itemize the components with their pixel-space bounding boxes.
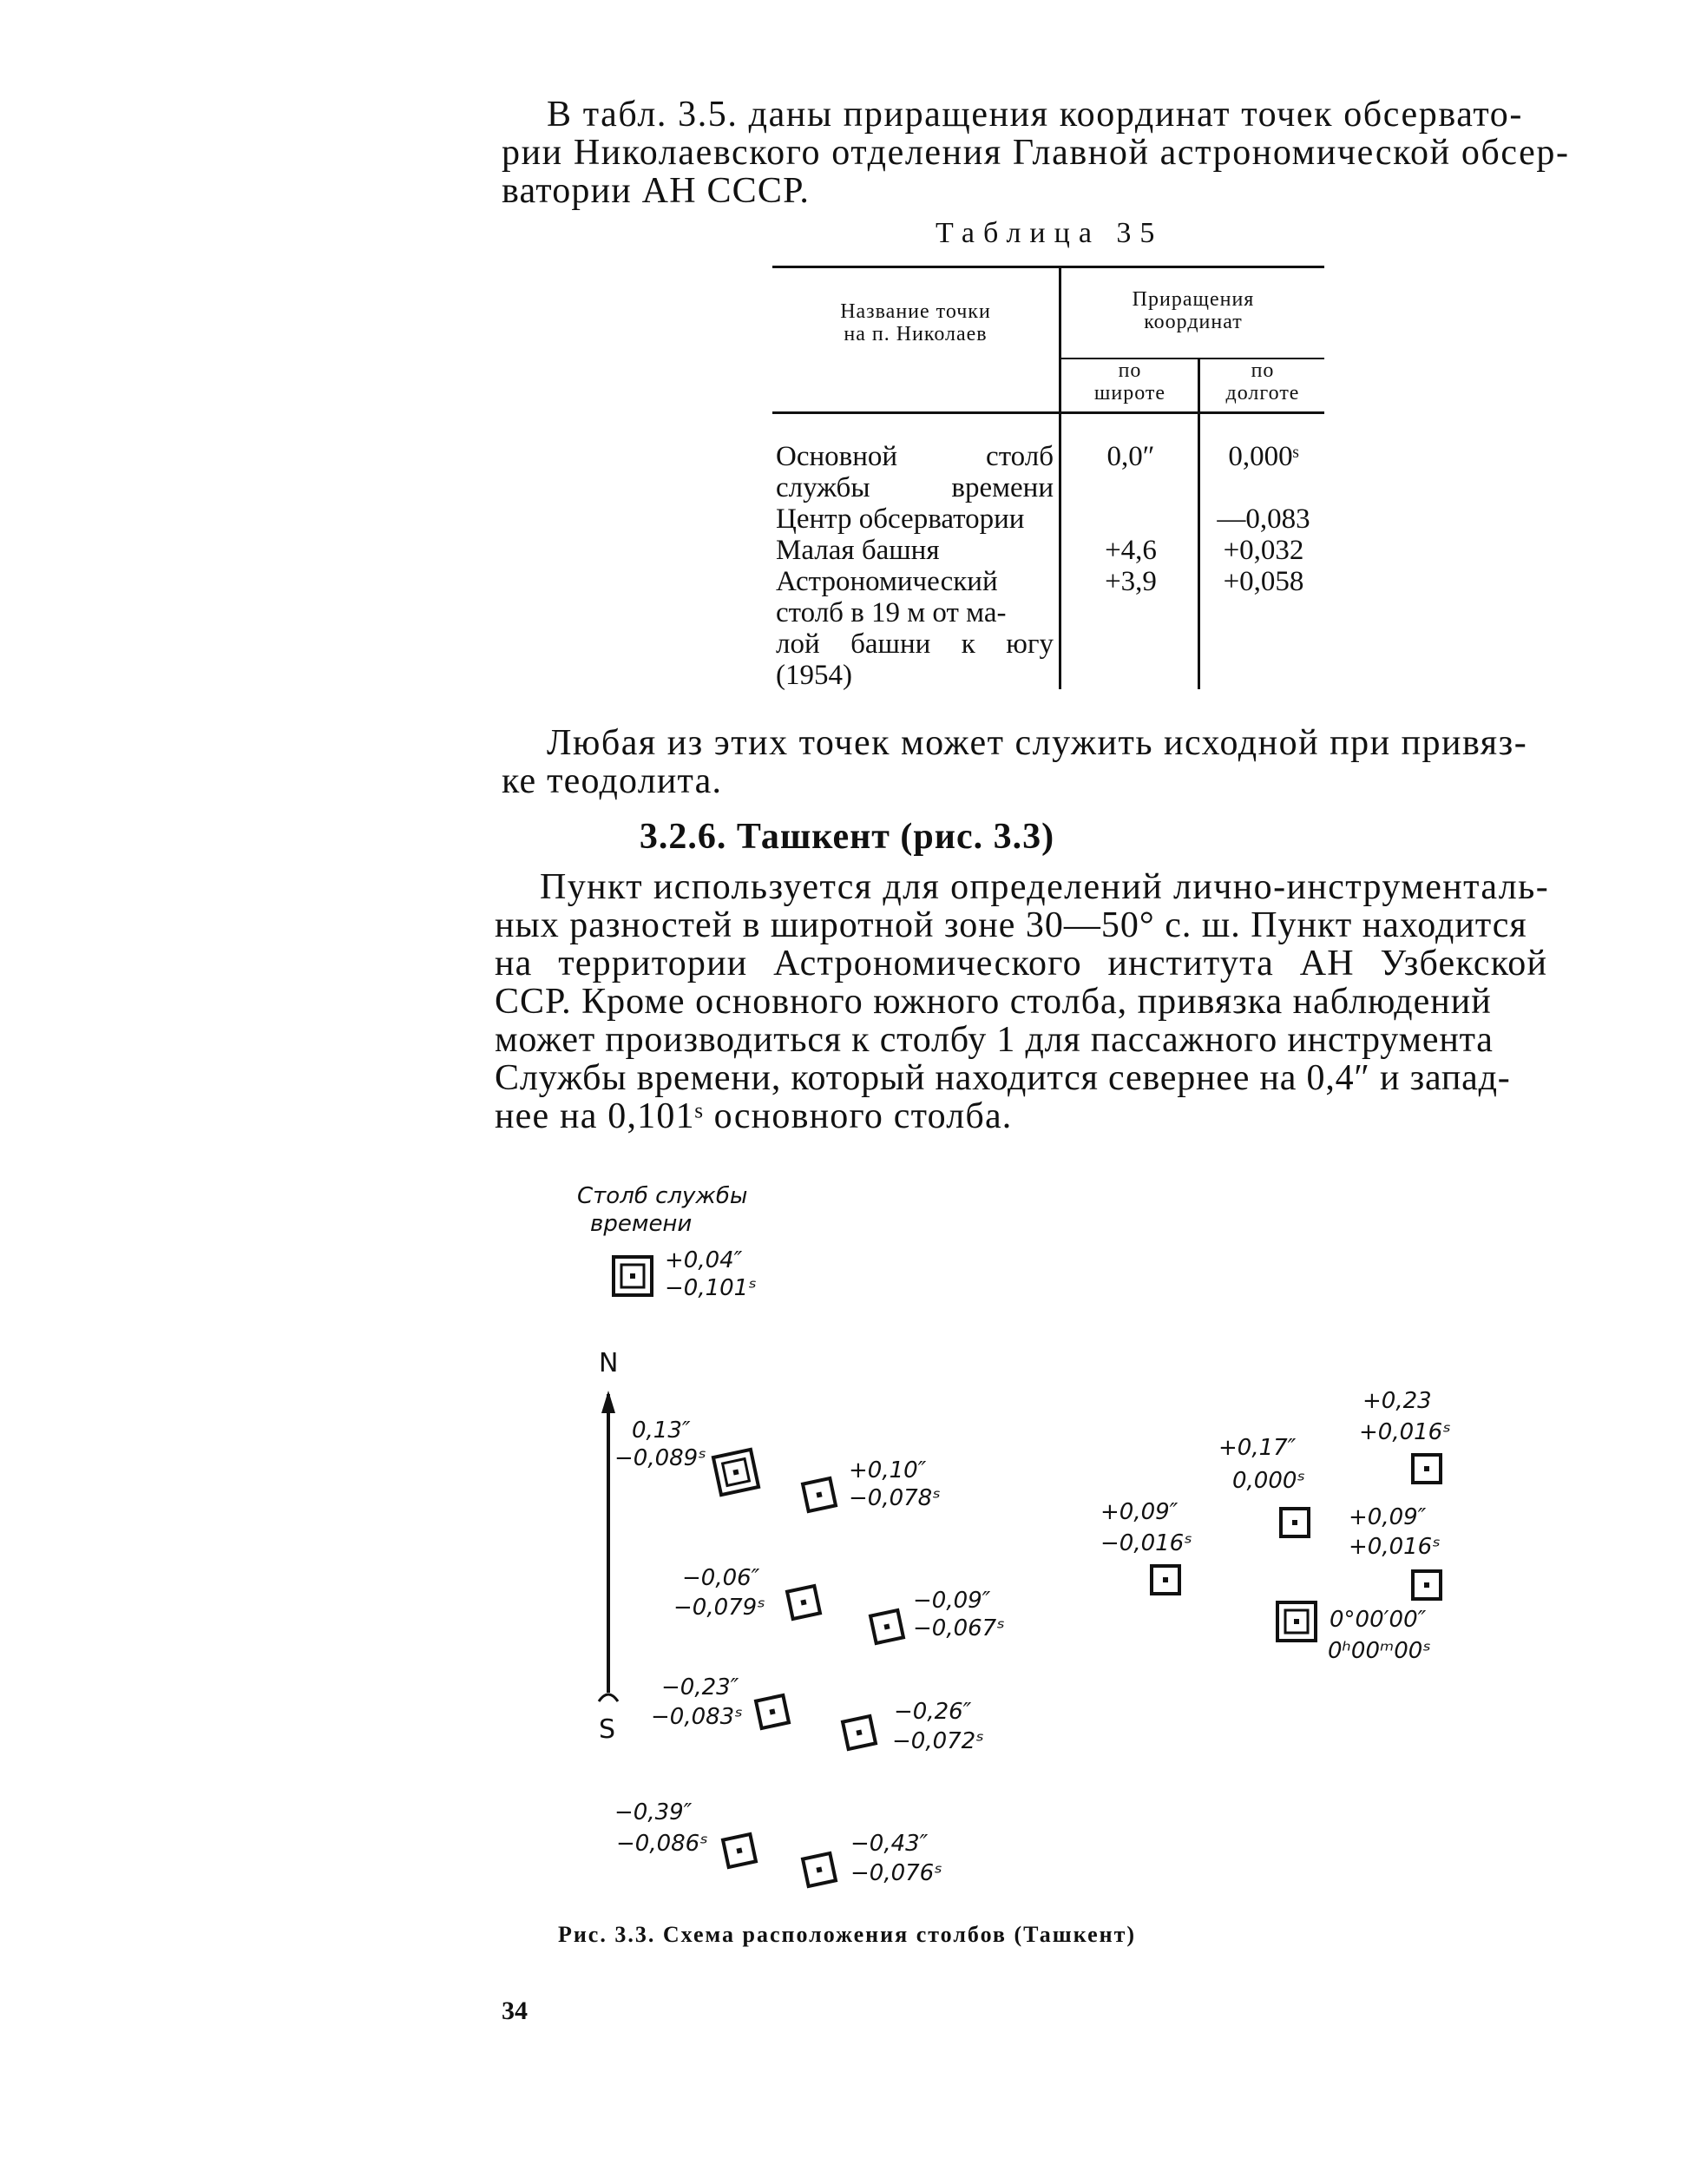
pillar-lon-label: +0,016ˢ bbox=[1359, 1419, 1451, 1445]
pillar-lon-label: 0ʰ00ᵐ00ˢ bbox=[1328, 1638, 1431, 1664]
pillar-lon-label: −0,083ˢ bbox=[651, 1704, 743, 1730]
text-line: ватории АН СССР. bbox=[502, 171, 811, 211]
text-line: может производиться к столбу 1 для пассажного инструмента bbox=[495, 1020, 1494, 1060]
section-heading: 3.2.6. Ташкент (рис. 3.3) bbox=[639, 817, 1055, 857]
pillar-marker bbox=[756, 1695, 789, 1728]
pillar-lat-label: +0,10″ bbox=[849, 1457, 927, 1483]
south-arrow-tail bbox=[599, 1694, 618, 1701]
text-line: рии Николаевского отделения Главной астрономической обсер- bbox=[502, 133, 1570, 173]
pillar-lon-label: −0,076ˢ bbox=[850, 1860, 942, 1886]
header-text: по bbox=[1251, 359, 1275, 382]
pillar-lon-label: −0,086ˢ bbox=[616, 1831, 708, 1857]
text-line: Любая из этих точек может служить исходной при привяз- bbox=[547, 723, 1528, 763]
pillar-lat-label: −0,39″ bbox=[614, 1799, 693, 1825]
header-text: широте bbox=[1093, 382, 1166, 405]
figure-caption: Рис. 3.3. Схема расположения столбов (Ташкент) bbox=[557, 1922, 1137, 1947]
pillar-marker bbox=[1152, 1566, 1179, 1594]
pillar-lon-label: −0,016ˢ bbox=[1100, 1530, 1192, 1556]
text-line: В табл. 3.5. даны приращения координат точек обсервато- bbox=[547, 95, 1523, 135]
row-name-line: лой башни к югу bbox=[776, 628, 1054, 660]
south-label: S bbox=[599, 1714, 616, 1745]
text-line: ССР. Кроме основного южного столба, привязка наблюдений bbox=[495, 982, 1492, 1022]
pillar-marker bbox=[787, 1586, 820, 1619]
lon-value: +0,058 bbox=[1223, 566, 1304, 597]
header-text: Приращения bbox=[1132, 288, 1255, 311]
lon-value: +0,032 bbox=[1223, 535, 1304, 566]
pillar-marker bbox=[1281, 1509, 1309, 1536]
pillar-marker bbox=[723, 1834, 756, 1867]
pillar-lon-label: −0,101ˢ bbox=[665, 1275, 757, 1301]
lat-value: 0,0″ bbox=[1106, 441, 1155, 472]
pillar-marker bbox=[803, 1853, 836, 1886]
text-line: ке теодолита. bbox=[502, 761, 723, 801]
row-name-line: столб в 19 м от ма- bbox=[776, 597, 1007, 628]
pillar-lon-label: −0,089ˢ bbox=[614, 1445, 706, 1471]
header-text: координат bbox=[1144, 311, 1243, 333]
text-line: Пункт используется для определений лично-инструменталь- bbox=[540, 867, 1550, 907]
pillar-marker bbox=[1277, 1602, 1316, 1641]
pillar-lon-label: −0,067ˢ bbox=[913, 1615, 1005, 1641]
lon-value: —0,083 bbox=[1217, 503, 1310, 535]
pillar-lat-label: 0°00′00″ bbox=[1330, 1607, 1427, 1633]
pillar-marker bbox=[713, 1450, 758, 1495]
pillar-lat-label: −0,26″ bbox=[894, 1699, 972, 1725]
pillar-lat-label: +0,09″ bbox=[1349, 1504, 1427, 1530]
pillar-lat-label: +0,04″ bbox=[665, 1247, 743, 1273]
text-line: ных разностей в широтной зоне 30—50° с. ш. Пункт находится bbox=[495, 905, 1527, 945]
pillar-lat-label: −0,23″ bbox=[661, 1674, 739, 1700]
text-line: нее на 0,101ˢ основного столба. bbox=[495, 1096, 1013, 1136]
pillar-marker bbox=[843, 1716, 876, 1749]
header-text: долготе bbox=[1225, 382, 1300, 405]
lat-value: +3,9 bbox=[1105, 566, 1157, 597]
lat-value: +4,6 bbox=[1105, 535, 1157, 566]
pillar-lon-label: +0,016ˢ bbox=[1349, 1534, 1441, 1560]
header-text: Название точки bbox=[840, 300, 991, 323]
row-name-line: Центр обсерватории bbox=[776, 503, 1025, 535]
row-name-line: Астрономический bbox=[776, 566, 998, 597]
pillar-lon-label: −0,078ˢ bbox=[849, 1485, 941, 1511]
pillar-marker bbox=[614, 1257, 652, 1295]
pillar-lat-label: +0,09″ bbox=[1100, 1499, 1179, 1525]
header-text: на п. Николаев bbox=[844, 323, 988, 345]
pillar-lat-label: −0,09″ bbox=[913, 1588, 991, 1614]
pillar-marker bbox=[1413, 1455, 1441, 1483]
pillar-marker bbox=[803, 1478, 836, 1511]
pillar-lat-label: −0,06″ bbox=[682, 1565, 760, 1591]
text-line: Службы времени, который находится севернее на 0,4″ и запад- bbox=[495, 1058, 1511, 1098]
pillar-lat-label: 0,13″ bbox=[632, 1418, 691, 1444]
pillar-lat-label: +0,17″ bbox=[1218, 1435, 1297, 1461]
table-caption: Таблица 35 bbox=[936, 217, 1164, 249]
pillar-lon-label: −0,072ˢ bbox=[892, 1728, 984, 1754]
pillar-lat-label: −0,43″ bbox=[850, 1831, 929, 1857]
pillar-lon-label: −0,079ˢ bbox=[673, 1595, 765, 1621]
header-text: по bbox=[1118, 359, 1142, 382]
north-arrow-icon bbox=[601, 1391, 615, 1413]
figure-title-line: Столб службы bbox=[577, 1183, 748, 1209]
row-name-line: Малая башня bbox=[776, 535, 940, 566]
figure-title-line: времени bbox=[590, 1211, 693, 1237]
pillar-marker bbox=[870, 1610, 903, 1643]
text-line: на территории Астрономического института АН Узбекской bbox=[495, 944, 1548, 983]
pillar-marker bbox=[1413, 1571, 1441, 1599]
row-name-line: службы времени bbox=[776, 472, 1054, 503]
pillar-lat-label: +0,23 bbox=[1362, 1388, 1432, 1414]
lon-value: 0,000ˢ bbox=[1228, 441, 1299, 472]
row-name-line: (1954) bbox=[776, 660, 852, 691]
row-name-line: Основной столб bbox=[776, 441, 1054, 472]
north-label: N bbox=[599, 1348, 619, 1378]
pillar-lon-label: 0,000ˢ bbox=[1232, 1468, 1306, 1494]
page-number: 34 bbox=[502, 1997, 528, 2025]
